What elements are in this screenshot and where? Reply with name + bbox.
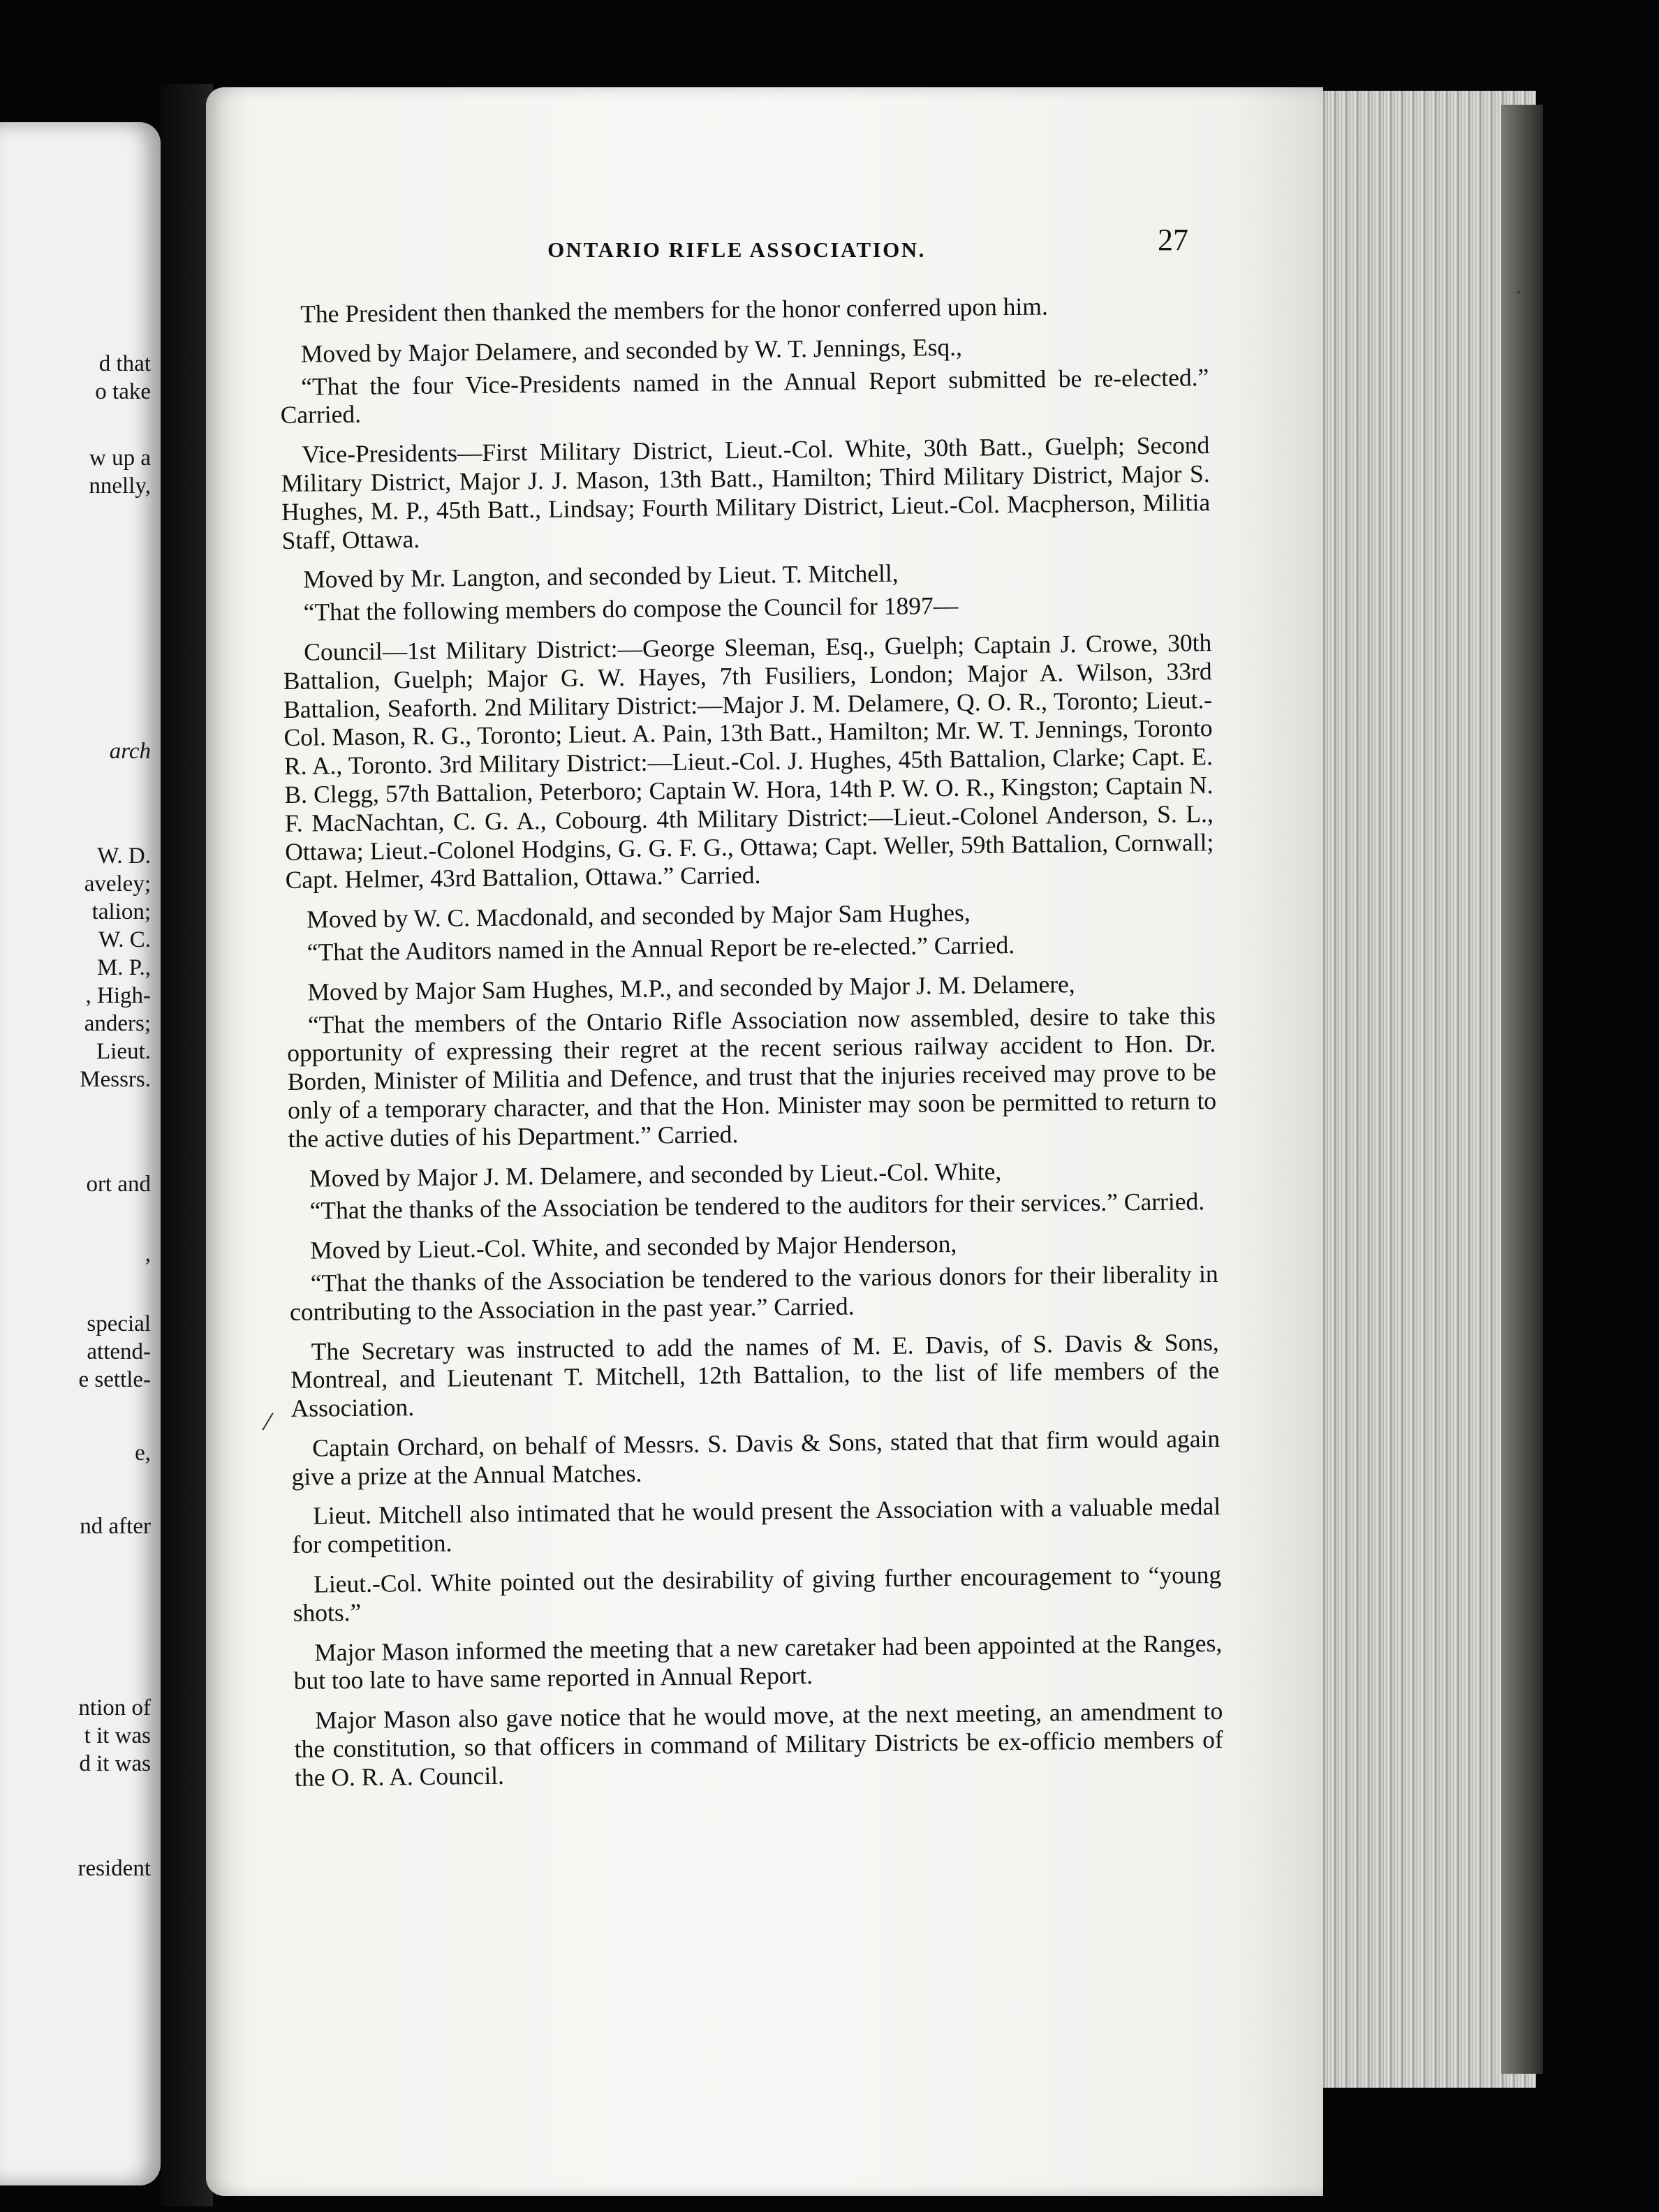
paragraph: “That the thanks of the Association be tendered to the auditors for their services.” Carried.: [309, 1187, 1205, 1225]
fragment-line: M. P.,: [96, 955, 151, 980]
fragment-line: ,: [145, 1241, 151, 1267]
fragment-line: , High-: [85, 983, 151, 1008]
paragraph: Major Mason also gave notice that he would move, at the next meeting, an amendment to the constitution, so that officers in command of Military Districts be ex-officio members of the O. R. A. Council.: [294, 1697, 1223, 1792]
facing-page-fragment: [0, 122, 161, 2185]
fragment-line: d that: [98, 351, 151, 376]
paragraph: Vice-Presidents—First Military District, Lieut.-Col. White, 30th Batt., Guelph; Second Military District, Major J. J. Mason, 13th Batt., Hamilton; Third Military District, Major S. Hughes, M. P., 45th Batt., Lindsay; Fourth Military District, Lieut.-Col. Macpherson, Militia Staff, Ottawa.: [281, 431, 1211, 554]
fragment-line: W. D.: [97, 843, 151, 869]
paragraph: Moved by Major Sam Hughes, M.P., and seconded by Major J. M. Delamere,: [307, 969, 1075, 1006]
fragment-line: arch: [109, 739, 151, 764]
fragment-line: talion;: [91, 899, 151, 924]
paragraph: The Secretary was instructed to add the names of M. E. Davis, of S. Davis & Sons, Montreal, and Lieutenant T. Mitchell, 12th Battalion, to the list of life members of the Association.: [290, 1327, 1220, 1423]
fragment-line: w up a: [89, 445, 151, 471]
paragraph: Major Mason informed the meeting that a new caretaker had been appointed at the Ranges, but too late to have same reported in Annual Report.: [293, 1628, 1223, 1695]
paragraph: The President then thanked the members for the honor conferred upon him.: [300, 292, 1048, 328]
fragment-line: W. C.: [98, 927, 151, 952]
fragment-line: e settle-: [78, 1367, 151, 1392]
paragraph: “That the four Vice-Presidents named in the Annual Report submitted be re-elected.” Carried.: [280, 362, 1209, 429]
fragment-line: special: [87, 1311, 151, 1336]
fragment-line: t it was: [84, 1723, 151, 1748]
edge-blemish: ·: [1514, 276, 1524, 308]
paragraph: Moved by Major Delamere, and seconded by W. T. Jennings, Esq.,: [300, 332, 963, 368]
page-number: 27: [1158, 223, 1188, 257]
paragraph: Moved by W. C. Macdonald, and seconded by Major Sam Hughes,: [307, 898, 971, 934]
page-body: [279, 290, 1223, 1803]
stray-pen-mark: /: [260, 1405, 275, 1438]
fragment-line: ntion of: [78, 1695, 151, 1720]
paragraph: Captain Orchard, on behalf of Messrs. S. Davis & Sons, stated that that firm would again give a prize at the Annual Matches.: [291, 1424, 1221, 1491]
fragment-line: e,: [135, 1440, 151, 1466]
paragraph: “That the members of the Ontario Rifle Association now assembled, desire to take this opportunity of expressing their regret at the recent serious railway accident to Hon. Dr. Borden, Minister of Militia and Defence, and trust that the injuries received may prove to be only of a temporary character, and that the Hon. Minister may soon be permitted to return to the active duties of his Department.” Carried.: [287, 1001, 1217, 1153]
paragraph: Lieut. Mitchell also intimated that he would present the Association with a valuable medal for competition.: [292, 1492, 1221, 1559]
paragraph: Council—1st Military District:—George Sleeman, Esq., Guelph; Captain J. Crowe, 30th Battalion, Guelph; Major G. W. Hayes, 7th Fusiliers, London; Major A. Wilson, 33rd Battalion, Seaforth. 2nd Military District:—Major J. M. Delamere, Q. O. R., Toronto; Lieut.-Col. Mason, R. G., Toronto; Lieut. A. Pain, 13th Batt., Hamilton; Mr. W. T. Jennings, Toronto R. A., Toronto. 3rd Military District:—Lieut.-Col. J. Hughes, 45th Battalion, Clarke; Capt. E. B. Clegg, 57th Battalion, Peterboro; Captain W. Hora, 14th P. W. O. R., Kingston; Captain N. F. MacNachtan, C. G. A., Cobourg. 4th Military District:—Lieut.-Colonel Anderson, S. L., Ottawa; Lieut.-Colonel Hodgins, G. G. F. G., Ottawa; Capt. Weller, 59th Battalion, Cornwall; Capt. Helmer, 43rd Battalion, Ottawa.” Carried.: [283, 628, 1214, 894]
fragment-line: nnelly,: [89, 473, 151, 499]
paragraph: Lieut.-Col. White pointed out the desirability of giving further encouragement to “young shots.”: [293, 1561, 1222, 1627]
book-cover-edge: [1501, 105, 1543, 2074]
fragment-line: d it was: [79, 1751, 151, 1776]
fragment-line: ort and: [86, 1172, 151, 1197]
paragraph: “That the thanks of the Association be tendered to the various donors for their liberality in contributing to the Association in the past year.” Carried.: [289, 1259, 1218, 1326]
fragment-line: aveley;: [84, 871, 151, 897]
fragment-line: anders;: [84, 1011, 151, 1036]
fragment-line: resident: [78, 1856, 151, 1881]
fragment-line: Lieut.: [96, 1039, 151, 1064]
paragraph: Moved by Mr. Langton, and seconded by Lieut. T. Mitchell,: [302, 559, 899, 594]
running-head: ONTARIO RIFLE ASSOCIATION.: [547, 237, 926, 262]
fragment-line: o take: [95, 379, 151, 404]
fragment-line: nd after: [80, 1514, 151, 1539]
fragment-line: Messrs.: [80, 1067, 151, 1092]
book-gutter: [161, 84, 213, 2206]
paragraph: “That the following members do compose the Council for 1897—: [303, 591, 959, 626]
paragraph: Moved by Major J. M. Delamere, and seconded by Lieut.-Col. White,: [309, 1156, 1002, 1193]
fragment-line: attend-: [87, 1339, 151, 1364]
paragraph: Moved by Lieut.-Col. White, and seconded by Major Henderson,: [310, 1230, 957, 1264]
paragraph: “That the Auditors named in the Annual Report be re-elected.” Carried.: [307, 930, 1015, 966]
